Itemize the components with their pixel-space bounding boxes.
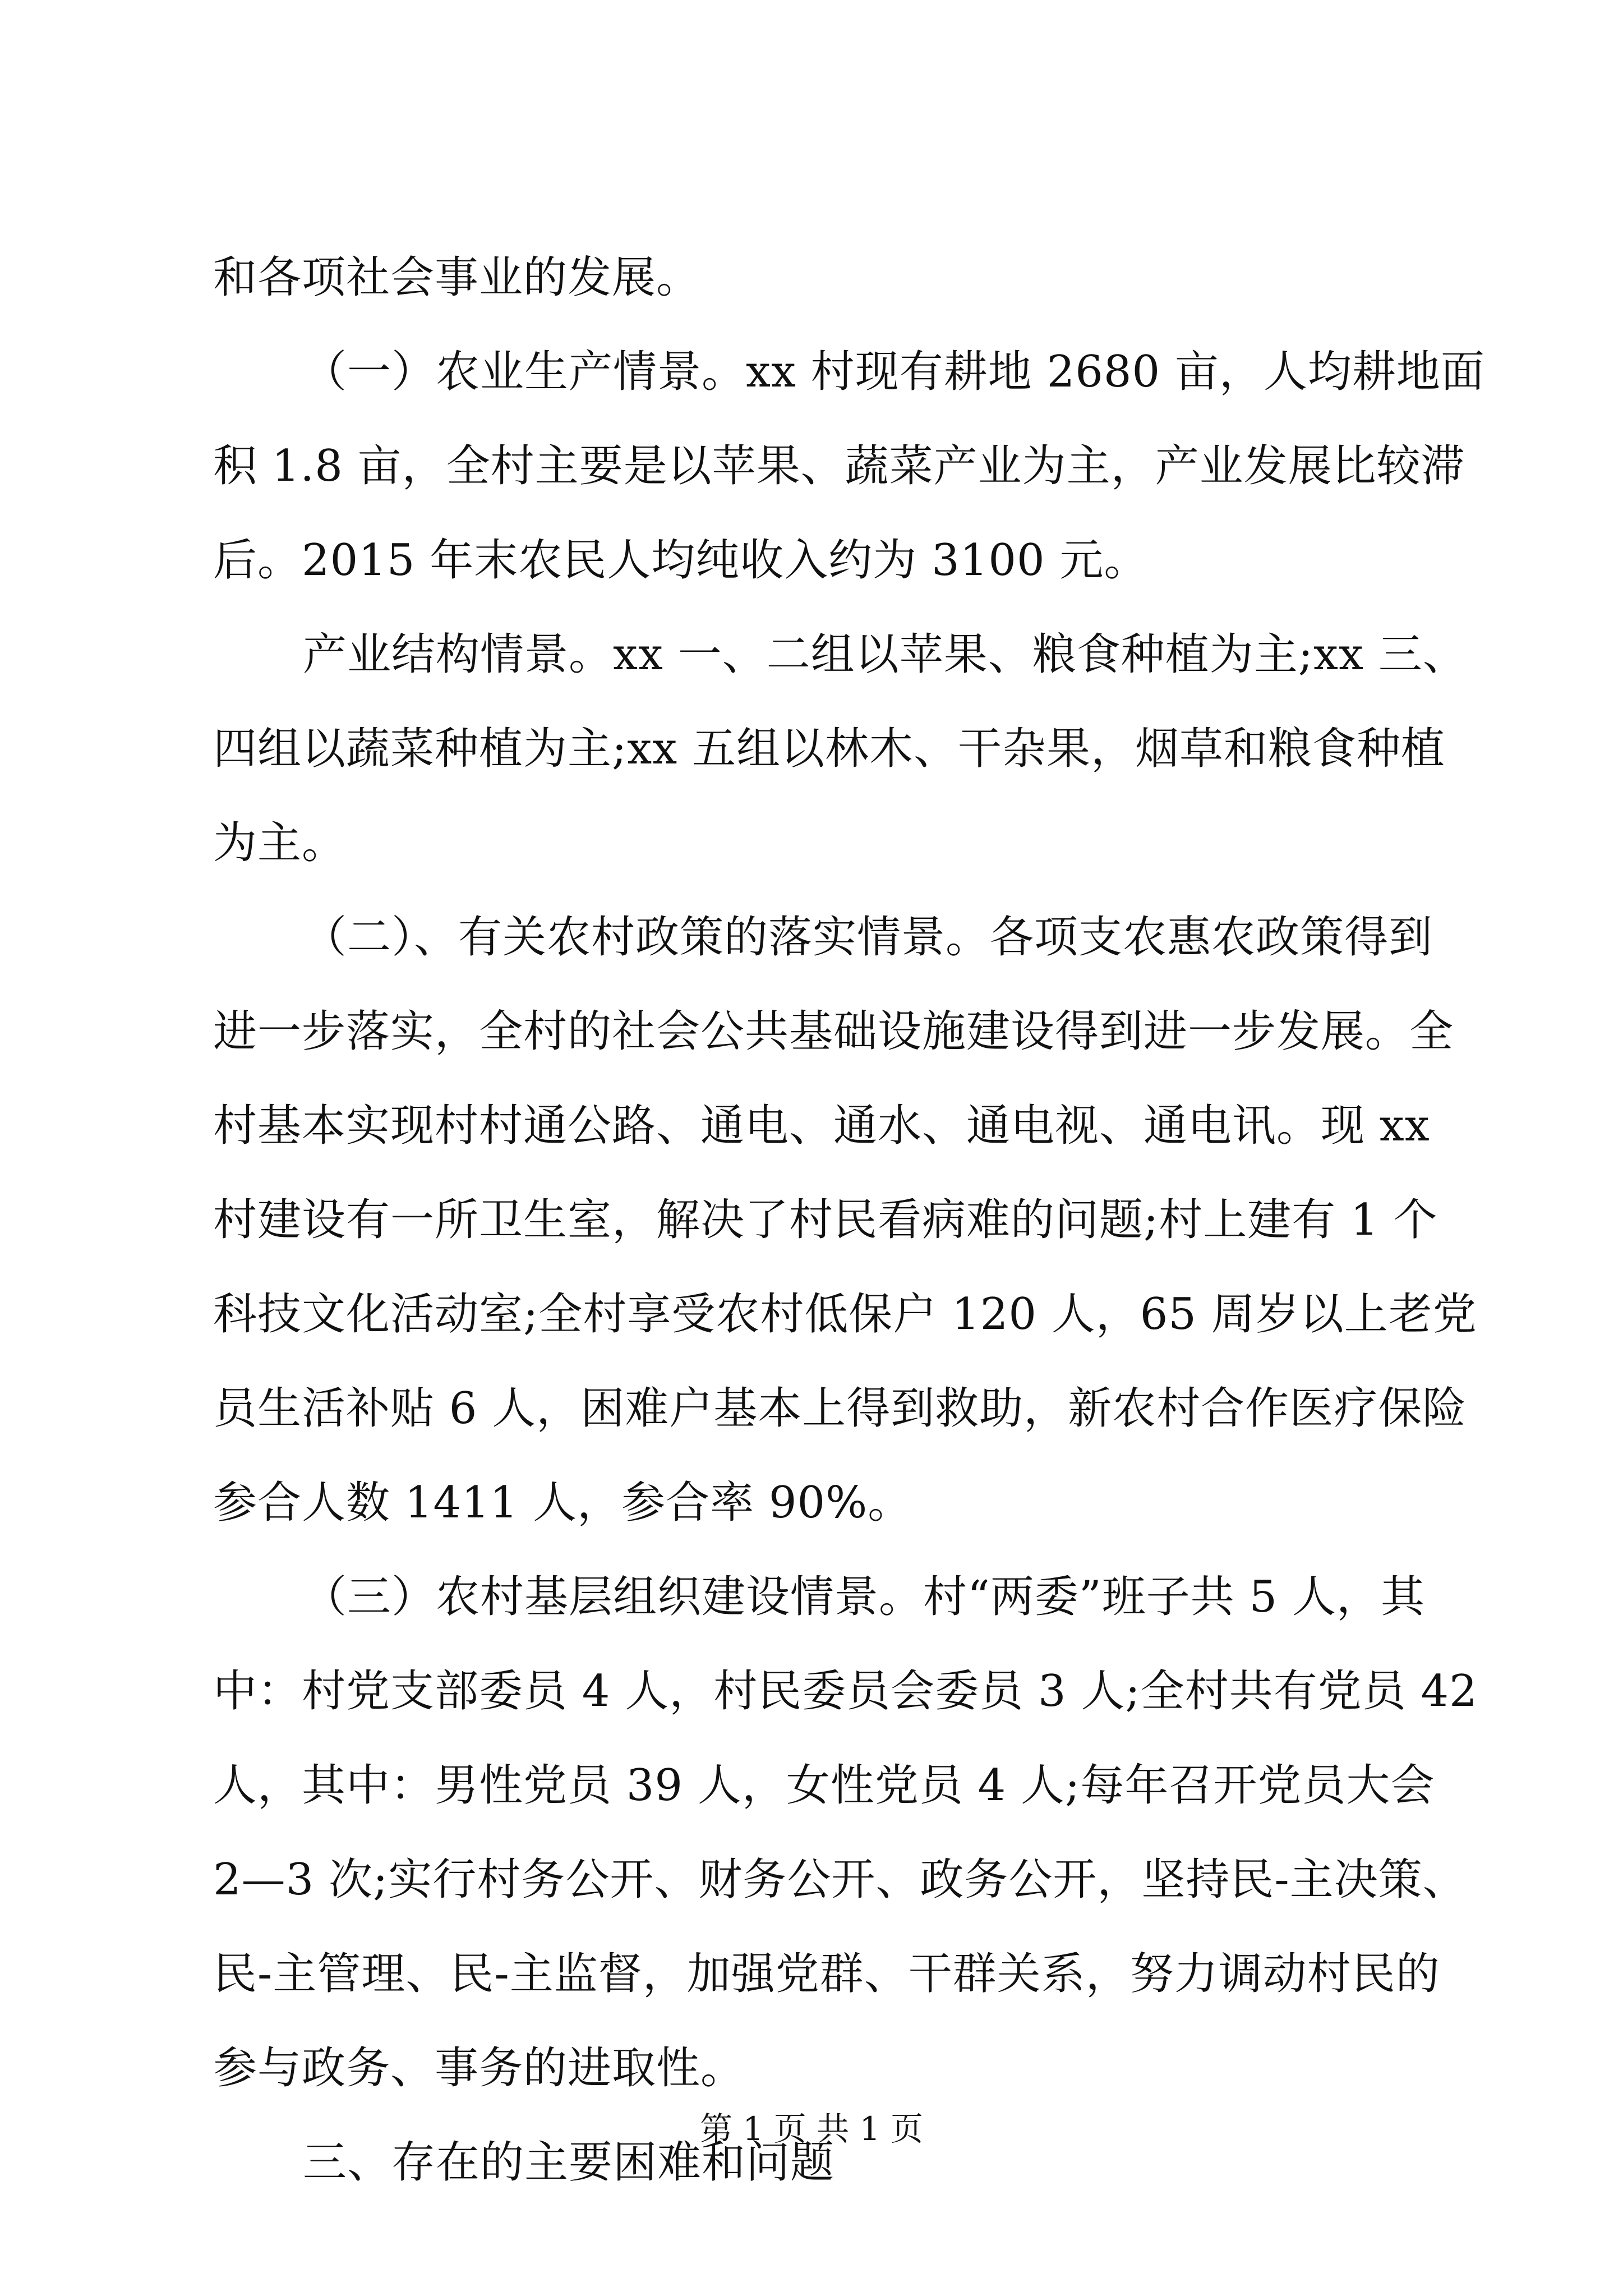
- text-line: （三）农村基层组织建设情景。村“两委”班子共 5 人，其: [303, 1572, 1425, 1622]
- text-line: 后。2015 年末农民人均纯收入约为 3100 元。: [213, 535, 1149, 586]
- text-line: 为主。: [213, 818, 347, 868]
- text-line: 和各项社会事业的发展。: [213, 252, 701, 303]
- text-line: 科技文化活动室;全村享受农村低保户 120 人，65 周岁以上老党: [213, 1289, 1477, 1340]
- text-line: 产业结构情景。xx 一、二组以苹果、粮食种植为主;xx 三、: [303, 629, 1467, 680]
- text-line: 员生活补贴 6 人，困难户基本上得到救助，新农村合作医疗保险: [213, 1383, 1467, 1434]
- text-line: 四组以蔬菜种植为主;xx 五组以林木、干杂果，烟草和粮食种植: [213, 724, 1446, 774]
- text-line: （一）农业生产情景。xx 村现有耕地 2680 亩，人均耕地面: [303, 347, 1485, 397]
- text-line: 中：村党支部委员 4 人，村民委员会委员 3 人;全村共有党员 42: [213, 1666, 1478, 1717]
- text-line: 2—3 次;实行村务公开、财务公开、政务公开，坚持民-主决策、: [213, 1855, 1467, 1905]
- text-line: 民-主管理、民-主监督，加强党群、干群关系，努力调动村民的: [213, 1949, 1440, 1999]
- text-line: 进一步落实，全村的社会公共基础设施建设得到进一步发展。全: [213, 1006, 1454, 1057]
- text-line: （二）、有关农村政策的落实情景。各项支农惠农政策得到: [303, 912, 1433, 963]
- text-line: 村建设有一所卫生室，解决了村民看病难的问题;村上建有 1 个: [213, 1195, 1438, 1245]
- text-line: 村基本实现村村通公路、通电、通水、通电视、通电讯。现 xx: [213, 1101, 1430, 1151]
- text-line: 参与政务、事务的进取性。: [213, 2043, 745, 2093]
- text-line: 参合人数 1411 人，参合率 90%。: [213, 1478, 912, 1528]
- text-line: 积 1.8 亩，全村主要是以苹果、蔬菜产业为主，产业发展比较滞: [213, 441, 1465, 491]
- text-line: 人，其中：男性党员 39 人，女性党员 4 人;每年召开党员大会: [213, 1760, 1435, 1811]
- section-heading: 三、存在的主要困难和问题: [303, 2137, 835, 2188]
- page-number-footer: 第 1 页 共 1 页: [700, 2110, 923, 2148]
